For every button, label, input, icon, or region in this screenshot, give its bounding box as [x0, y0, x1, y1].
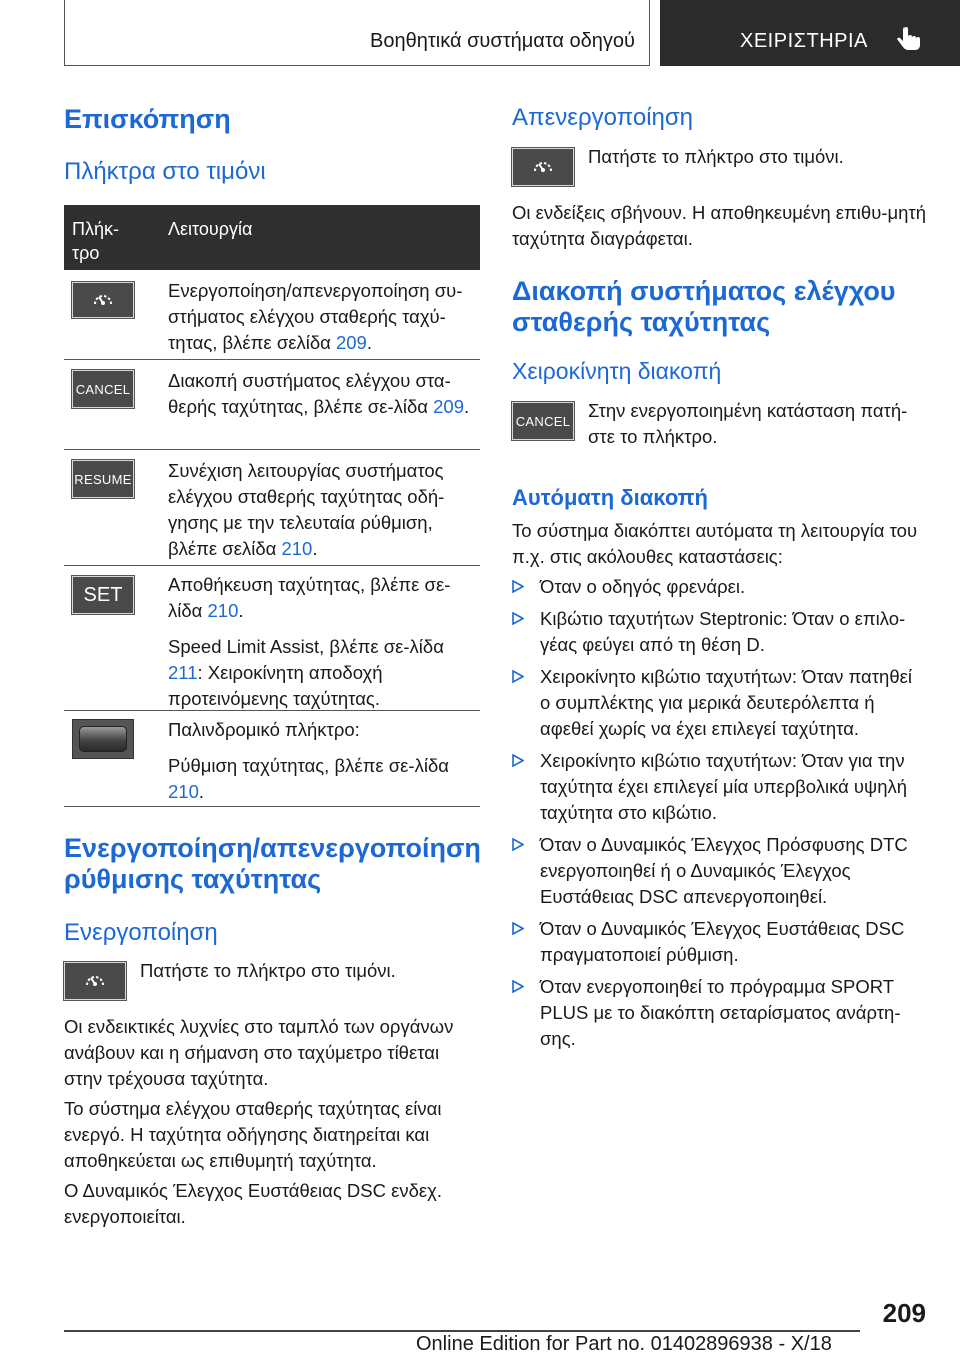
triangle-bullet-icon [512, 838, 524, 851]
cruise-control-key [512, 148, 574, 186]
set-key: SET [72, 576, 134, 614]
page-link[interactable]: 210 [168, 781, 199, 802]
page-link[interactable]: 209 [433, 396, 464, 417]
manual-interrupt-text: Στην ενεργοποιημένη κατάσταση πατή-στε το πλήκτρο. [588, 400, 908, 447]
table-row [64, 360, 480, 450]
rocker-switch-icon [72, 719, 134, 759]
triangle-bullet-icon [512, 612, 524, 625]
table-row [64, 270, 480, 360]
list-item: Όταν ενεργοποιηθεί το πρόγραμμα SPORT PLUS με το διακόπτη σεταρίσματος ανάρτη-σης. [512, 974, 926, 1052]
activation-para-2: Το σύστημα ελέγχου σταθερής ταχύτητας είναι ενεργό. Η ταχύτητα οδήγησης διατηρείται και αποθηκεύεται ως επιθυμητή ταχύτητα. [64, 1098, 442, 1171]
list-item: Όταν ο οδηγός φρενάρει. [512, 574, 926, 600]
page-number: 209 [882, 1298, 926, 1328]
table-cell-function: Αποθήκευση ταχύτητας, βλέπε σε-λίδα 210. Speed Limit Assist, βλέπε σε-λίδα 211: Χειροκίνητη αποδοχή προτεινόμενης ταχύτητας. [168, 574, 451, 709]
resume-key: RESUME [72, 460, 134, 498]
table-row [64, 566, 480, 711]
triangle-bullet-icon [512, 754, 524, 767]
triangle-bullet-icon [512, 670, 524, 683]
activation-para-3: Ο Δυναμικός Έλεγχος Ευστάθειας DSC ενδεχ. ενεργοποιείται. [64, 1180, 442, 1227]
cruise-control-icon [83, 971, 107, 991]
activation-press-text: Πατήστε το πλήκτρο στο τιμόνι. [140, 960, 396, 981]
overview-heading: Επισκόπηση [64, 104, 231, 134]
page-link[interactable]: 210 [281, 538, 313, 559]
activation-heading: Ενεργοποίηση/απενεργοποίηση ρύθμισης ταχύτητας [64, 833, 481, 894]
table-cell-function: Συνέχιση λειτουργίας συστήματος ελέγχου σταθερής ταχύτητας οδή-γησης με την τελευταία ρύθμιση, βλέπε σελίδα 210. [168, 460, 445, 559]
deactivation-para-1: Οι ενδείξεις σβήνουν. Η αποθηκευμένη επιθυ-μητή ταχύτητα διαγράφεται. [512, 202, 927, 249]
table-row [64, 450, 480, 566]
table-col-function: Λειτουργία [168, 219, 253, 239]
header-section-title: Βοηθητικά συστήματα οδηγού [370, 30, 635, 52]
triangle-bullet-icon [512, 980, 524, 993]
cruise-control-key [64, 962, 126, 1000]
page-link[interactable]: 209 [335, 332, 367, 353]
interrupt-heading: Διακοπή συστήματος ελέγχου σταθερής ταχύτητας [512, 276, 896, 337]
table-cell-function: Ενεργοποίηση/απενεργοποίηση συ-στήματος ελέγχου σταθερής ταχύ-τητας, βλέπε σελίδα 209. [168, 280, 463, 353]
deactivation-subheading: Απενεργοποίηση [512, 104, 694, 131]
page-link[interactable]: 210 [207, 600, 239, 621]
footer-divider [64, 1330, 860, 1332]
table-cell-function: Παλινδρομικό πλήκτρο: Ρύθμιση ταχύτητας, βλέπε σε-λίδα 210. [168, 719, 449, 802]
list-item: Χειροκίνητο κιβώτιο ταχυτήτων: Όταν για την ταχύτητα έχει επιλεγεί μία υπερβολικά υψηλή ταχύτητα στο κιβώτιο. [512, 748, 926, 826]
cruise-control-icon [91, 290, 115, 310]
page-link[interactable]: 211 [168, 662, 198, 683]
auto-interrupt-heading: Αυτόματη διακοπή [512, 485, 708, 510]
cancel-key: CANCEL [512, 402, 574, 440]
cruise-control-key [72, 282, 134, 318]
footer-edition: Online Edition for Part no. 01402896938 - X/18 [416, 1333, 832, 1355]
overview-subheading: Πλήκτρα στο τιμόνι [64, 158, 266, 185]
auto-interrupt-list [512, 574, 926, 1058]
header-section-box [64, 0, 650, 66]
list-item: Κιβώτιο ταχυτήτων Steptronic: Όταν ο επιλο-γέας φεύγει από τη θέση D. [512, 606, 926, 658]
triangle-bullet-icon [512, 922, 524, 935]
auto-interrupt-intro: Το σύστημα διακόπτει αυτόματα τη λειτουργία του π.χ. στις ακόλουθες καταστάσεις: [512, 520, 918, 567]
table-col-key: Πλήκ- τρο [72, 219, 120, 263]
list-item: Χειροκίνητο κιβώτιο ταχυτήτων: Όταν πατηθεί ο συμπλέκτης για μερικά δευτερόλεπτα ή αφεθεί χωρίς να έχει επιλεγεί ταχύτητα. [512, 664, 926, 742]
list-item: Όταν ο Δυναμικός Έλεγχος Πρόσφυσης DTC ενεργοποιηθεί ή ο Δυναμικός Έλεγχος Ευστάθειας DSC απενεργοποιηθεί. [512, 832, 926, 910]
table-header [64, 205, 480, 270]
cancel-key: CANCEL [72, 370, 134, 408]
table-row [64, 711, 480, 807]
manual-interrupt-heading: Χειροκίνητη διακοπή [512, 358, 722, 384]
table-cell-function: Διακοπή συστήματος ελέγχου στα-θερής ταχύτητας, βλέπε σε-λίδα 209. [168, 370, 470, 417]
triangle-bullet-icon [512, 580, 524, 593]
list-item: Όταν ο Δυναμικός Έλεγχος Ευστάθειας DSC πραγματοποιεί ρύθμιση. [512, 916, 926, 968]
header-chapter-title: ΧΕΙΡΙΣΤΗΡΙΑ [740, 30, 868, 52]
header-chapter-box [660, 0, 960, 66]
cruise-control-icon [531, 157, 555, 177]
activation-para-1: Οι ενδεικτικές λυχνίες στο ταμπλό των οργάνων ανάβουν και η σήμανση στο ταχύμετρο τίθεται στην τρέχουσα ταχύτητα. [64, 1016, 454, 1089]
activation-subheading: Ενεργοποίηση [64, 919, 218, 946]
deactivation-press-text: Πατήστε το πλήκτρο στο τιμόνι. [588, 146, 844, 167]
hand-pointer-icon [894, 24, 924, 54]
